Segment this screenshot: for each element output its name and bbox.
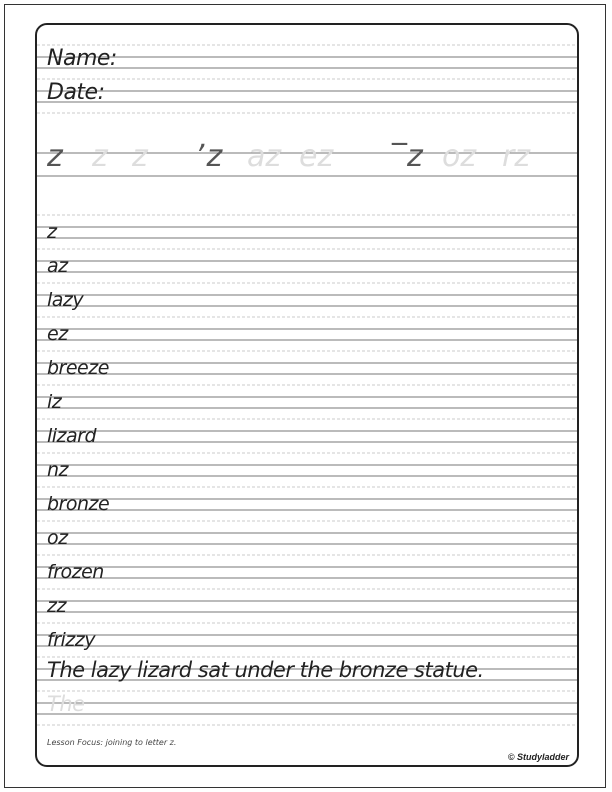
model-letter: ‾z [392, 139, 423, 174]
model-letter: z [92, 139, 108, 174]
copyright: © Studyladder [507, 752, 569, 762]
ruled-lines [37, 25, 579, 767]
name-label: Name: [47, 46, 117, 71]
lesson-focus: Lesson Focus: joining to letter z. [47, 738, 177, 747]
practice-word: frozen [47, 561, 104, 583]
practice-word: lizard [47, 425, 97, 447]
practice-word: z [47, 221, 57, 243]
model-letter: ʼz [197, 139, 223, 174]
worksheet-card [35, 23, 579, 767]
model-letter: oz [442, 139, 477, 174]
model-letter: rz [502, 139, 531, 174]
practice-word: frizzy [47, 629, 95, 651]
practice-word: iz [47, 391, 62, 413]
practice-word: lazy [47, 289, 84, 311]
model-letter: az [247, 139, 282, 174]
practice-word: nz [47, 459, 69, 481]
practice-word: az [47, 255, 68, 277]
practice-word: zz [47, 595, 66, 617]
model-letter: ez [299, 139, 334, 174]
date-label: Date: [47, 80, 105, 105]
practice-word: ez [47, 323, 68, 345]
trace-text: The [47, 692, 85, 716]
model-letter: z [47, 139, 63, 174]
practice-word: bronze [47, 493, 110, 515]
practice-word: breeze [47, 357, 109, 379]
practice-sentence: The lazy lizard sat under the bronze statue. [47, 658, 484, 682]
model-letter: z [132, 139, 148, 174]
practice-word: oz [47, 527, 68, 549]
